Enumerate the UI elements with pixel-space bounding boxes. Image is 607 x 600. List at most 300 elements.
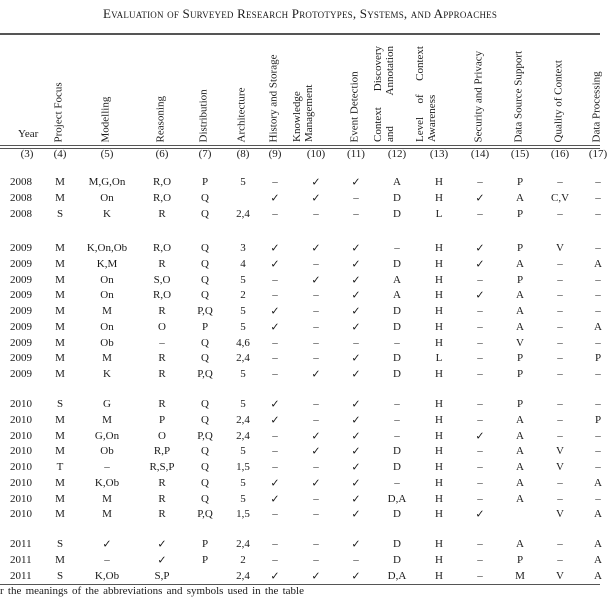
table-cell: D <box>393 305 401 317</box>
table-cell: R <box>158 207 166 220</box>
table-cell: ✓ <box>475 289 485 302</box>
table-cell: R <box>158 305 166 317</box>
column-index: (11) <box>347 148 365 160</box>
table-cell: A <box>516 257 524 270</box>
table-cell: ✓ <box>351 461 361 474</box>
table-cell: ✓ <box>351 368 361 381</box>
table-cell: A <box>516 305 524 317</box>
table-cell: ✓ <box>311 192 321 205</box>
table-cell: K,Ob <box>94 476 120 489</box>
table-cell: R,O <box>152 289 172 302</box>
table-cell: – <box>313 320 319 333</box>
table-cell: ✓ <box>351 493 361 505</box>
table-cell: D <box>393 191 401 204</box>
table-cell: On <box>100 191 114 204</box>
table-cell: – <box>313 508 319 521</box>
table-cell: M <box>55 336 65 349</box>
table-cell: K <box>103 368 111 380</box>
table-cell: – <box>313 207 319 220</box>
table-cell: – <box>595 207 601 220</box>
table-cell: ✓ <box>475 508 485 521</box>
table-cell: – <box>272 176 278 188</box>
table-cell: H <box>435 176 443 188</box>
column-index: (15) <box>510 148 530 160</box>
table-cell: A <box>594 538 602 550</box>
header-line: Modelling <box>99 96 112 142</box>
table-cell: – <box>272 429 278 442</box>
year-cell: 2008 <box>10 191 32 204</box>
table-cell: H <box>435 553 443 566</box>
table-cell: – <box>104 553 110 566</box>
table-cell: – <box>104 461 110 473</box>
header-quality-of-context-label <box>554 60 566 143</box>
table-cell: A <box>516 320 524 333</box>
header-history-and-storage-label <box>269 54 281 142</box>
table-cell: A <box>516 191 524 204</box>
table-cell: – <box>394 242 400 254</box>
table-cell: 2,4 <box>236 352 250 365</box>
table-cell: M <box>102 352 112 365</box>
table-cell: – <box>595 191 601 204</box>
header-year: Year <box>18 128 39 140</box>
table-cell: G,On <box>94 429 120 442</box>
table-cell: ✓ <box>351 508 361 521</box>
table-cell: – <box>595 273 601 286</box>
table-cell: P <box>516 368 524 380</box>
header-architecture-label <box>237 87 249 142</box>
table-cell: Q <box>201 461 209 473</box>
table-cell: 2,4 <box>236 429 250 442</box>
table-cell: ✓ <box>311 570 321 582</box>
header-line: Event Detection <box>348 70 361 142</box>
table-cell: – <box>313 305 319 317</box>
table-cell: A <box>516 289 524 302</box>
year-cell: 2009 <box>10 273 32 286</box>
table-cell: P,Q <box>197 305 213 317</box>
table-cell: – <box>557 398 563 410</box>
table-cell: – <box>595 289 601 302</box>
table-cell: R,O <box>152 176 172 188</box>
table-cell: A <box>594 320 602 333</box>
header-data-source-support-label <box>514 50 526 142</box>
table-cell: D <box>393 538 401 550</box>
table-cell: K <box>103 207 111 220</box>
header-project-focus-label <box>54 82 66 142</box>
table-cell: M <box>55 176 65 188</box>
table-cell: – <box>477 305 483 317</box>
table-cell: ✓ <box>351 477 361 490</box>
table-cell: G <box>103 398 111 410</box>
table-cell: P <box>516 352 524 365</box>
table-cell: H <box>435 429 443 442</box>
table-cell: P <box>201 176 209 188</box>
header-security-and-privacy-label <box>474 50 486 142</box>
table-cell: – <box>272 445 278 458</box>
table-cell: 5 <box>240 320 246 333</box>
table-cell: – <box>313 538 319 550</box>
table-cell: R <box>158 257 166 270</box>
table-cell: – <box>595 461 601 473</box>
table-cell: H <box>435 445 443 458</box>
table-cell: ✓ <box>351 352 361 365</box>
table-cell: V <box>556 508 564 521</box>
top-rule <box>0 33 600 35</box>
table-cell: – <box>595 305 601 317</box>
table-cell: – <box>595 368 601 380</box>
table-cell: H <box>435 569 443 582</box>
table-cell: S <box>56 538 64 550</box>
table-cell: – <box>313 336 319 349</box>
table-cell: A <box>594 476 602 489</box>
table-cell: A <box>516 476 524 489</box>
table-cell: ✓ <box>351 538 361 551</box>
table-cell: M <box>55 476 65 489</box>
table-cell: R,P <box>153 445 171 458</box>
table-cell: – <box>557 336 563 349</box>
table-cell: – <box>394 336 400 349</box>
table-cell: 5 <box>240 492 246 505</box>
table-cell: H <box>435 289 443 302</box>
table-cell: D <box>393 207 401 220</box>
table-cell: V <box>556 242 564 254</box>
table-cell: 5 <box>240 445 246 458</box>
year-cell: 2009 <box>10 352 32 365</box>
table-cell: Q <box>201 242 209 254</box>
year-cell: 2010 <box>10 508 32 521</box>
table-cell: P <box>594 413 602 426</box>
table-cell: – <box>595 445 601 458</box>
table-cell: ✓ <box>351 414 361 427</box>
table-cell: – <box>272 352 278 365</box>
table-cell: R <box>158 476 166 489</box>
table-cell: ✓ <box>311 176 321 189</box>
year-cell: 2008 <box>10 207 32 220</box>
table-cell: M <box>55 352 65 365</box>
table-cell: R <box>158 492 166 505</box>
header-line: Quality of Context <box>552 59 565 142</box>
table-cell: ✓ <box>102 538 112 551</box>
table-cell: H <box>435 461 443 473</box>
year-cell: 2010 <box>10 476 32 489</box>
table-cell: M <box>515 569 525 582</box>
table-cell: ✓ <box>270 258 280 271</box>
year-cell: 2010 <box>10 492 32 505</box>
table-cell: R,O <box>152 191 172 204</box>
table-cell: ✓ <box>351 321 361 334</box>
table-cell: C,V <box>550 191 570 204</box>
column-index: (14) <box>470 148 490 160</box>
table-cell: Q <box>201 492 209 505</box>
table-cell: – <box>477 445 483 458</box>
column-index: (3) <box>20 148 34 160</box>
table-cell: M <box>55 492 65 505</box>
table-cell: P <box>516 553 524 566</box>
table-caption: Evaluation of Surveyed Research Prototypes, Systems, and Approaches <box>102 6 498 21</box>
table-cell: P <box>516 398 524 410</box>
table-cell: – <box>272 368 278 380</box>
year-cell: 2008 <box>10 176 32 188</box>
table-cell: D <box>393 461 401 473</box>
table-cell: ✓ <box>351 398 361 411</box>
year-cell: 2009 <box>10 336 32 349</box>
header-line: Data Processing <box>590 70 603 142</box>
table-cell: – <box>557 305 563 317</box>
table-cell: ✓ <box>270 414 280 427</box>
table-cell: Q <box>201 257 209 270</box>
table-cell: V <box>556 569 564 582</box>
table-cell: ✓ <box>270 305 280 318</box>
table-cell: – <box>477 461 483 473</box>
table-cell: T <box>56 461 64 473</box>
year-cell: 2011 <box>10 538 32 550</box>
table-cell: ✓ <box>311 274 321 286</box>
header-context-discovery-and-annotation-label <box>373 46 396 142</box>
table-cell: P <box>201 320 209 333</box>
table-cell: 5 <box>240 368 246 380</box>
table-cell: 5 <box>240 398 246 410</box>
header-reasoning-label <box>156 96 168 142</box>
year-cell: 2009 <box>10 242 32 254</box>
header-knowledge-management-label <box>292 46 315 142</box>
table-cell: – <box>313 492 319 505</box>
table-cell: – <box>353 207 359 220</box>
table-cell: – <box>557 257 563 270</box>
table-cell: – <box>272 461 278 473</box>
table-cell: A <box>516 492 524 505</box>
table-cell: 2 <box>240 289 246 302</box>
year-cell: 2010 <box>10 445 32 458</box>
year-cell: 2009 <box>10 368 32 380</box>
table-cell: ✓ <box>270 493 280 505</box>
table-cell: D <box>393 445 401 458</box>
column-index: (13) <box>429 148 449 160</box>
table-cell: – <box>477 352 483 365</box>
table-cell: 3 <box>240 242 246 254</box>
table-cell: K,On,Ob <box>86 242 128 254</box>
table-cell: ✓ <box>475 242 485 255</box>
table-cell: ✓ <box>270 477 280 490</box>
table-cell: ✓ <box>311 368 321 381</box>
table-cell: D <box>393 368 401 380</box>
table-cell: – <box>557 320 563 333</box>
header-line: Reasoning <box>154 95 167 142</box>
table-cell: ✓ <box>311 430 321 442</box>
year-cell: 2009 <box>10 320 32 333</box>
table-cell: M <box>55 242 65 254</box>
table-cell: ✓ <box>475 192 485 205</box>
table-cell: ✓ <box>351 242 361 255</box>
table-cell: A <box>516 461 524 473</box>
table-cell: S <box>56 207 64 220</box>
table-cell: M <box>102 305 112 317</box>
table-cell: ✓ <box>270 398 280 411</box>
table-cell: M,G,On <box>88 176 126 188</box>
table-cell: ✓ <box>270 570 280 582</box>
header-event-detection-label <box>350 71 362 142</box>
column-index: (6) <box>155 148 169 160</box>
table-cell: – <box>595 492 601 505</box>
table-cell: – <box>595 336 601 349</box>
table-cell: On <box>100 273 114 286</box>
table-cell: ✓ <box>351 289 361 302</box>
table-cell: ✓ <box>311 477 321 490</box>
table-cell: 2,4 <box>236 569 250 582</box>
table-cell: 4 <box>240 257 246 270</box>
table-cell: P <box>516 176 524 188</box>
table-cell: – <box>272 508 278 521</box>
table-cell: M <box>55 429 65 442</box>
header-line: Distribution <box>197 88 210 142</box>
table-cell: – <box>557 352 563 365</box>
table-cell: H <box>435 191 443 204</box>
table-cell: On <box>100 289 114 302</box>
table-cell: – <box>353 191 359 204</box>
table-cell: – <box>353 553 359 566</box>
table-cell: – <box>477 553 483 566</box>
table-cell: S,P <box>154 569 170 582</box>
year-cell: 2009 <box>10 289 32 302</box>
header-line: History and Storage <box>267 54 280 142</box>
table-cell: ✓ <box>157 554 167 567</box>
header-line: Security and Privacy <box>472 50 485 142</box>
footnote: r the meanings of the abbreviations and symbols used in the table <box>0 585 304 597</box>
table-cell: M <box>55 413 65 426</box>
table-cell: H <box>435 492 443 505</box>
table-cell: On <box>100 320 114 333</box>
table-cell: H <box>435 273 443 286</box>
table-cell: – <box>477 368 483 380</box>
table-cell: H <box>435 305 443 317</box>
table-cell: – <box>557 553 563 566</box>
table-cell: O <box>158 320 166 333</box>
header-level-of-context-awareness-label <box>415 46 438 142</box>
table-cell: ✓ <box>157 538 167 551</box>
table-cell: A <box>393 289 401 302</box>
table-cell: – <box>313 289 319 302</box>
table-cell: H <box>435 508 443 521</box>
header-line: Level of Context <box>414 46 426 142</box>
table-cell: – <box>557 176 563 188</box>
table-cell: – <box>477 273 483 286</box>
table-cell: M <box>55 191 65 204</box>
table-cell: L <box>435 207 443 220</box>
table-cell: D,A <box>387 569 407 582</box>
table-cell: – <box>477 207 483 220</box>
table-cell: S <box>56 398 64 410</box>
table-cell: A <box>393 273 401 286</box>
table-cell: – <box>477 398 483 410</box>
table-cell: 2,4 <box>236 413 250 426</box>
table-cell: Q <box>201 191 209 204</box>
table-cell: ✓ <box>351 258 361 271</box>
table-cell: Q <box>201 445 209 458</box>
table-cell: ✓ <box>351 430 361 442</box>
table-cell: Q <box>201 336 209 349</box>
table-cell: – <box>313 413 319 426</box>
header-modelling-label <box>101 96 113 142</box>
table-cell: – <box>313 257 319 270</box>
table-cell: 2,4 <box>236 538 250 550</box>
table-cell: 1,5 <box>236 461 250 473</box>
header-line: Knowledge <box>291 91 303 142</box>
table-cell: A <box>594 257 602 270</box>
table-cell: – <box>394 413 400 426</box>
year-cell: 2010 <box>10 461 32 473</box>
table-cell: – <box>394 476 400 489</box>
table-cell: Q <box>201 476 209 489</box>
table-cell: – <box>477 492 483 505</box>
header-distribution-label <box>199 89 211 142</box>
table-cell: P <box>516 207 524 220</box>
table-cell: – <box>595 429 601 442</box>
table-cell: R <box>158 398 166 410</box>
table-cell: 5 <box>240 476 246 489</box>
column-index: (5) <box>100 148 114 160</box>
table-cell: Q <box>201 413 209 426</box>
table-cell: D,A <box>387 492 407 505</box>
table-cell: P <box>201 553 209 566</box>
table-cell: M <box>102 508 112 521</box>
header-double-rule-top <box>0 145 600 146</box>
table-cell: V <box>556 461 564 473</box>
table-cell: 1,5 <box>236 508 250 521</box>
table-cell: A <box>393 176 401 188</box>
table-cell: – <box>477 413 483 426</box>
table-cell: A <box>594 508 602 521</box>
column-index: (17) <box>588 148 607 160</box>
column-index: (12) <box>387 148 407 160</box>
table-cell: A <box>594 553 602 566</box>
table-cell: M <box>55 368 65 380</box>
table-cell: R,S,P <box>149 461 175 473</box>
table-cell: H <box>435 320 443 333</box>
table-cell: ✓ <box>351 274 361 286</box>
header-line: Context Discovery <box>372 46 384 142</box>
table-cell: 5 <box>240 273 246 286</box>
table-cell: A <box>516 413 524 426</box>
table-cell: H <box>435 398 443 410</box>
table-cell: – <box>394 398 400 410</box>
table-cell: H <box>435 257 443 270</box>
table-cell: D <box>393 352 401 365</box>
table-cell: M <box>55 273 65 286</box>
table-cell: V <box>556 445 564 458</box>
table-cell: 5 <box>240 305 246 317</box>
table-cell: Q <box>201 207 209 220</box>
table-cell: – <box>394 429 400 442</box>
column-index: (10) <box>306 148 326 160</box>
table-cell: P <box>594 352 602 365</box>
table-cell: 5 <box>240 176 246 188</box>
header-line: Architecture <box>235 87 248 142</box>
header-line: Data Source Support <box>512 50 525 142</box>
table-cell: ✓ <box>270 192 280 205</box>
table-cell: P <box>201 538 209 550</box>
table-cell: – <box>272 289 278 302</box>
column-index: (16) <box>550 148 570 160</box>
table-cell: S <box>56 569 64 582</box>
table-cell: H <box>435 413 443 426</box>
table-cell: M <box>55 320 65 333</box>
table-cell: – <box>477 320 483 333</box>
table-cell: – <box>477 336 483 349</box>
table-cell: P,Q <box>197 508 213 521</box>
table-cell: – <box>477 569 483 582</box>
year-cell: 2010 <box>10 413 32 426</box>
table-cell: D <box>393 320 401 333</box>
table-cell: – <box>557 207 563 220</box>
year-cell: 2009 <box>10 257 32 270</box>
